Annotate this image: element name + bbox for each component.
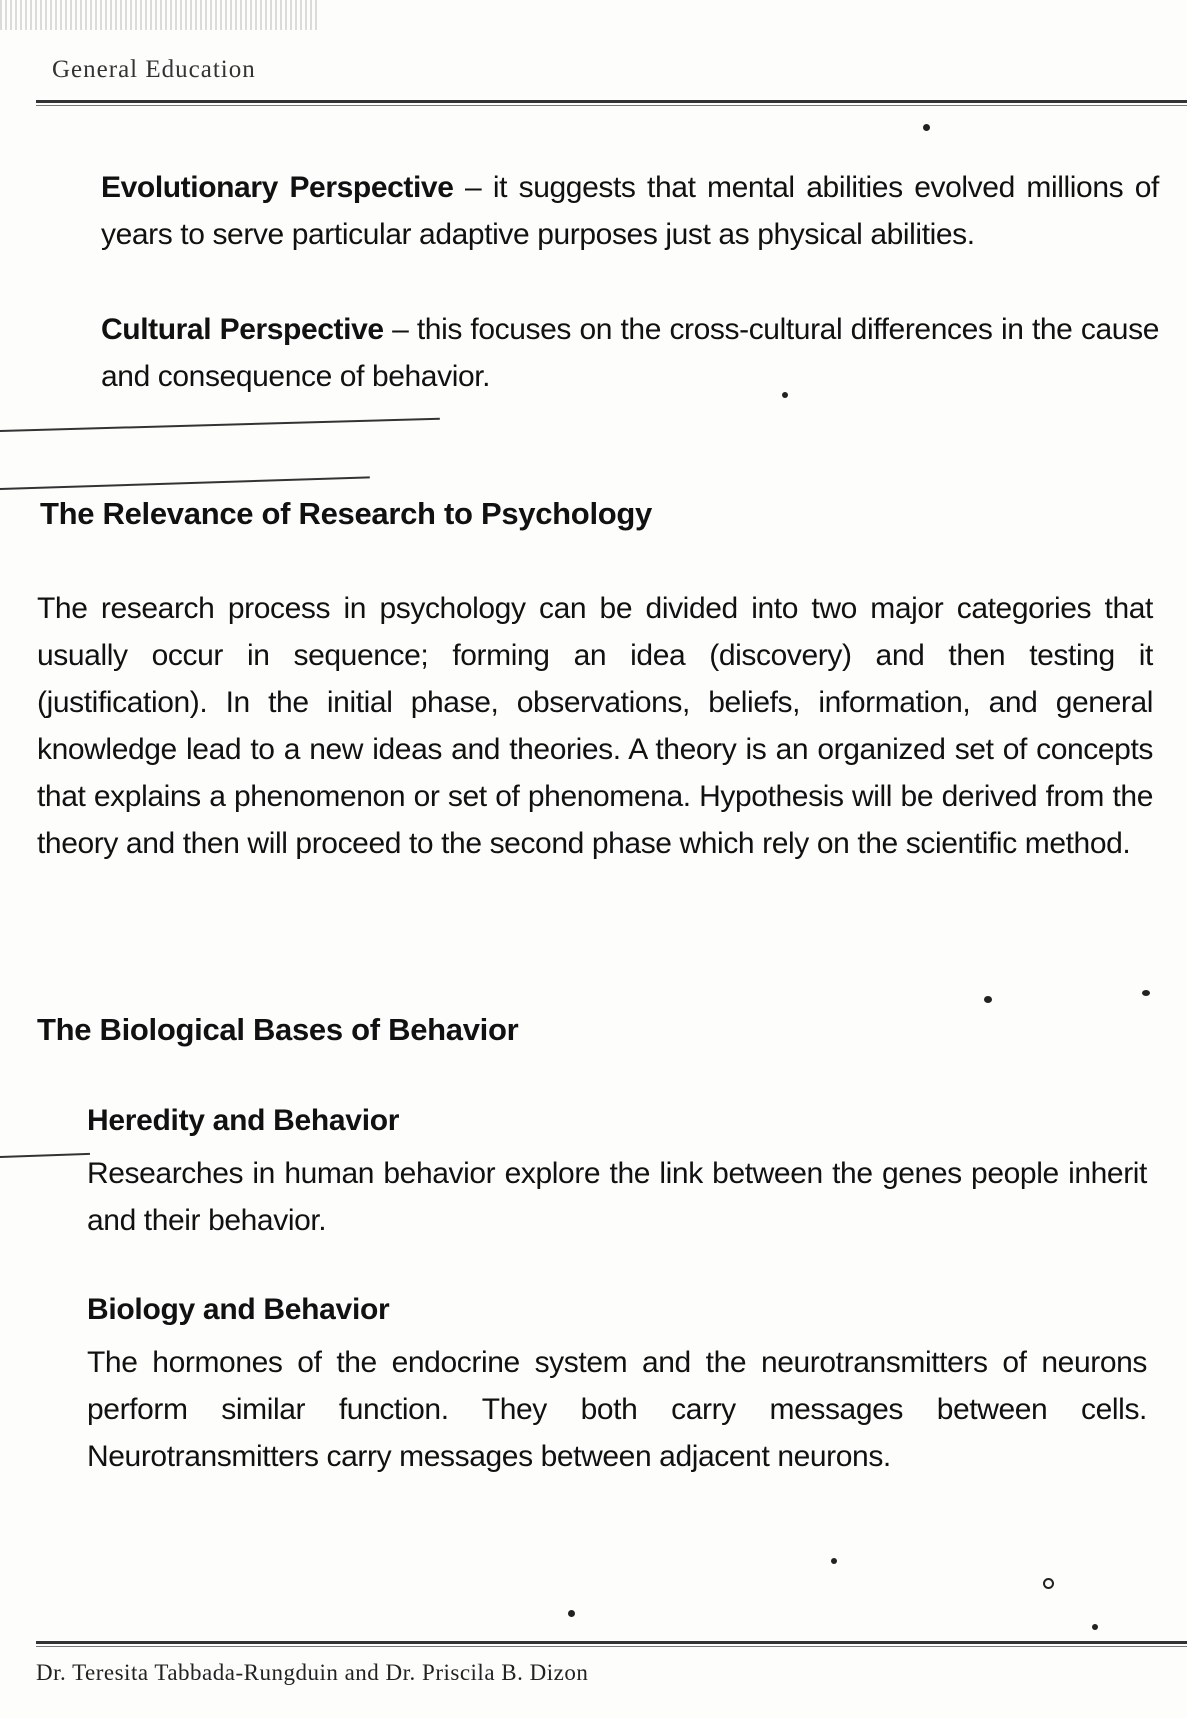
cultural-perspective [101,306,1159,400]
footer-authors: Dr. Teresita Tabbada-Rungduin and Dr. Priscila B. Dizon [36,1660,589,1685]
biology-paragraph: The hormones of the endocrine system and the neurotransmitters of neurons perform similar function. They both carry messages between cells. Neurotransmitters carry messages between adjacent neurons. [87,1346,1147,1473]
relevance-paragraph: The research process in psychology can be divided into two major categories that usually occur in sequence; forming an idea (discovery) and then testing it (justification). In the initial phase, observations, beliefs, information, and general knowledge lead to a new ideas and theories. A theory is an organized set of concepts that explains a phenomenon or set of phenomena. Hypothesis will be derived from the theory and then will proceed to the second phase which rely on the scientific method. [37,592,1153,860]
scan-speck [923,124,930,131]
cultural-term: Cultural Perspective [101,313,384,346]
heredity-heading: Heredity and Behavior [87,1104,400,1137]
scan-speck [782,392,788,398]
footer-rule [36,1641,1187,1647]
scan-line [0,476,370,490]
scan-artifact [0,0,320,30]
evolutionary-text: – it suggests that mental abilities evolved millions of years to serve particular adaptive purposes just as physical abilities. [101,171,1159,251]
page-header-title: General Education [52,56,256,83]
scan-speck [1043,1578,1054,1589]
scan-line [0,1153,90,1158]
biology-heading: Biology and Behavior [87,1293,390,1326]
evolutionary-term: Evolutionary Perspective [101,171,454,204]
scan-speck [984,996,992,1003]
header-rule [36,100,1187,106]
scan-speck [568,1610,575,1617]
scan-line [0,418,440,432]
relevance-heading: The Relevance of Research to Psychology [40,496,652,531]
scan-speck [1092,1624,1098,1630]
scan-speck [831,1558,837,1564]
scan-speck [1142,990,1150,996]
evolutionary-perspective [101,164,1159,258]
heredity-paragraph: Researches in human behavior explore the link between the genes people inherit and their behavior. [87,1157,1147,1237]
cultural-text: – this focuses on the cross-cultural differences in the cause and consequence of behavior. [101,313,1159,393]
biological-bases-heading: The Biological Bases of Behavior [37,1012,519,1047]
